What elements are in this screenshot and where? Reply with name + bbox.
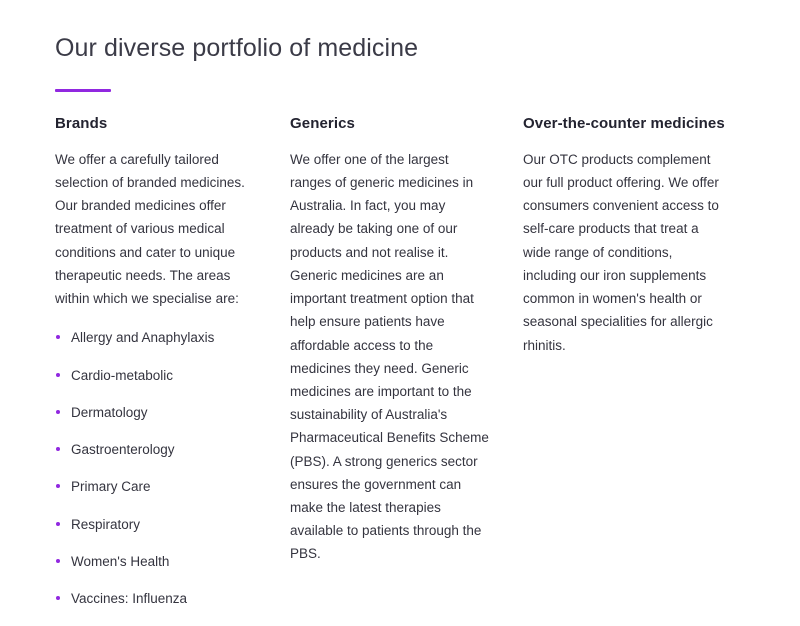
list-item: Primary Care [55,477,260,497]
brands-area-list [55,328,260,609]
list-item: Women's Health [55,552,260,572]
list-item: Gastroenterology [55,440,260,460]
list-item: Cardio-metabolic [55,366,260,386]
column-heading: Brands [55,114,260,134]
column-body: We offer a carefully tailored selection of branded medicines. Our branded medicines offer treatment of various medical conditions and cater to unique therapeutic needs. The areas within which we specialise are: [55,148,260,311]
column-heading: Generics [290,114,493,134]
column-generics [290,114,523,566]
list-item: Vaccines: Influenza [55,589,260,609]
column-heading: Over-the-counter medicines [523,114,725,134]
columns-container [55,114,760,626]
list-item: Respiratory [55,515,260,535]
list-item: Allergy and Anaphylaxis [55,328,260,348]
list-item: Dermatology [55,403,260,423]
column-otc [523,114,755,357]
column-body: Our OTC products complement our full product offering. We offer consumers convenient access to self-care products that treat a wide range of conditions, including our iron supplements common in women's health or seasonal specialities for allergic rhinitis. [523,148,725,357]
page-title: Our diverse portfolio of medicine [55,20,760,65]
accent-divider [55,89,111,92]
column-body: We offer one of the largest ranges of generic medicines in Australia. In fact, you may already be taking one of our products and not realise it. Generic medicines are an important treatment option that help ensure patients have affordable access to the medicines they need. Generic medicines are important to the sustainability of Australia's Pharmaceutical Benefits Scheme (PBS). A strong generics sector ensures the government can make the latest therapies available to patients through the PBS. [290,148,493,566]
column-brands [55,114,290,626]
